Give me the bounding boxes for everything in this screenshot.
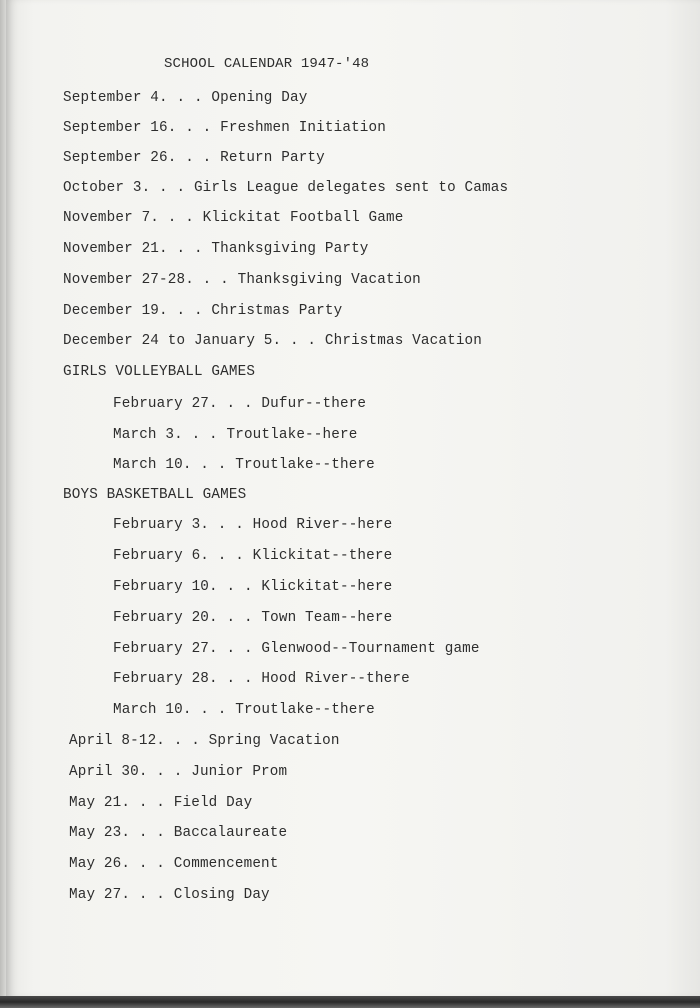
calendar-entry: May 23. . . Baccalaureate <box>69 825 288 841</box>
game-entry: March 3. . . Troutlake--here <box>113 427 358 443</box>
calendar-entry: November 7. . . Klickitat Football Game <box>63 210 404 226</box>
game-entry: February 3. . . Hood River--here <box>113 517 393 533</box>
calendar-entry: December 19. . . Christmas Party <box>63 303 343 319</box>
calendar-entry: May 27. . . Closing Day <box>69 887 270 903</box>
game-entry: February 27. . . Dufur--there <box>113 396 367 412</box>
game-entry: March 10. . . Troutlake--there <box>113 702 375 718</box>
page-left-edge <box>0 0 6 996</box>
calendar-entry: April 8-12. . . Spring Vacation <box>69 733 340 749</box>
calendar-entry: September 16. . . Freshmen Initiation <box>63 120 386 136</box>
game-entry: February 28. . . Hood River--there <box>113 671 410 687</box>
game-entry: February 10. . . Klickitat--here <box>113 579 393 595</box>
calendar-entry: November 21. . . Thanksgiving Party <box>63 241 369 257</box>
calendar-entry: September 4. . . Opening Day <box>63 90 308 106</box>
calendar-entry: April 30. . . Junior Prom <box>69 764 288 780</box>
calendar-entry: May 21. . . Field Day <box>69 795 253 811</box>
calendar-title: SCHOOL CALENDAR 1947-'48 <box>164 56 370 72</box>
calendar-entry: September 26. . . Return Party <box>63 150 325 166</box>
calendar-entry: November 27-28. . . Thanksgiving Vacation <box>63 272 421 288</box>
calendar-entry: December 24 to January 5. . . Christmas Vacation <box>63 333 483 349</box>
game-entry: March 10. . . Troutlake--there <box>113 457 375 473</box>
section-heading-boys-basketball: BOYS BASKETBALL GAMES <box>63 487 247 503</box>
page-bottom-edge <box>0 996 700 1008</box>
calendar-entry: May 26. . . Commencement <box>69 856 279 872</box>
game-entry: February 6. . . Klickitat--there <box>113 548 393 564</box>
game-entry: February 20. . . Town Team--here <box>113 610 393 626</box>
calendar-entry: October 3. . . Girls League delegates sent to Camas <box>63 180 509 196</box>
game-entry: February 27. . . Glenwood--Tournament game <box>113 641 480 657</box>
section-heading-girls-volleyball: GIRLS VOLLEYBALL GAMES <box>63 364 256 380</box>
